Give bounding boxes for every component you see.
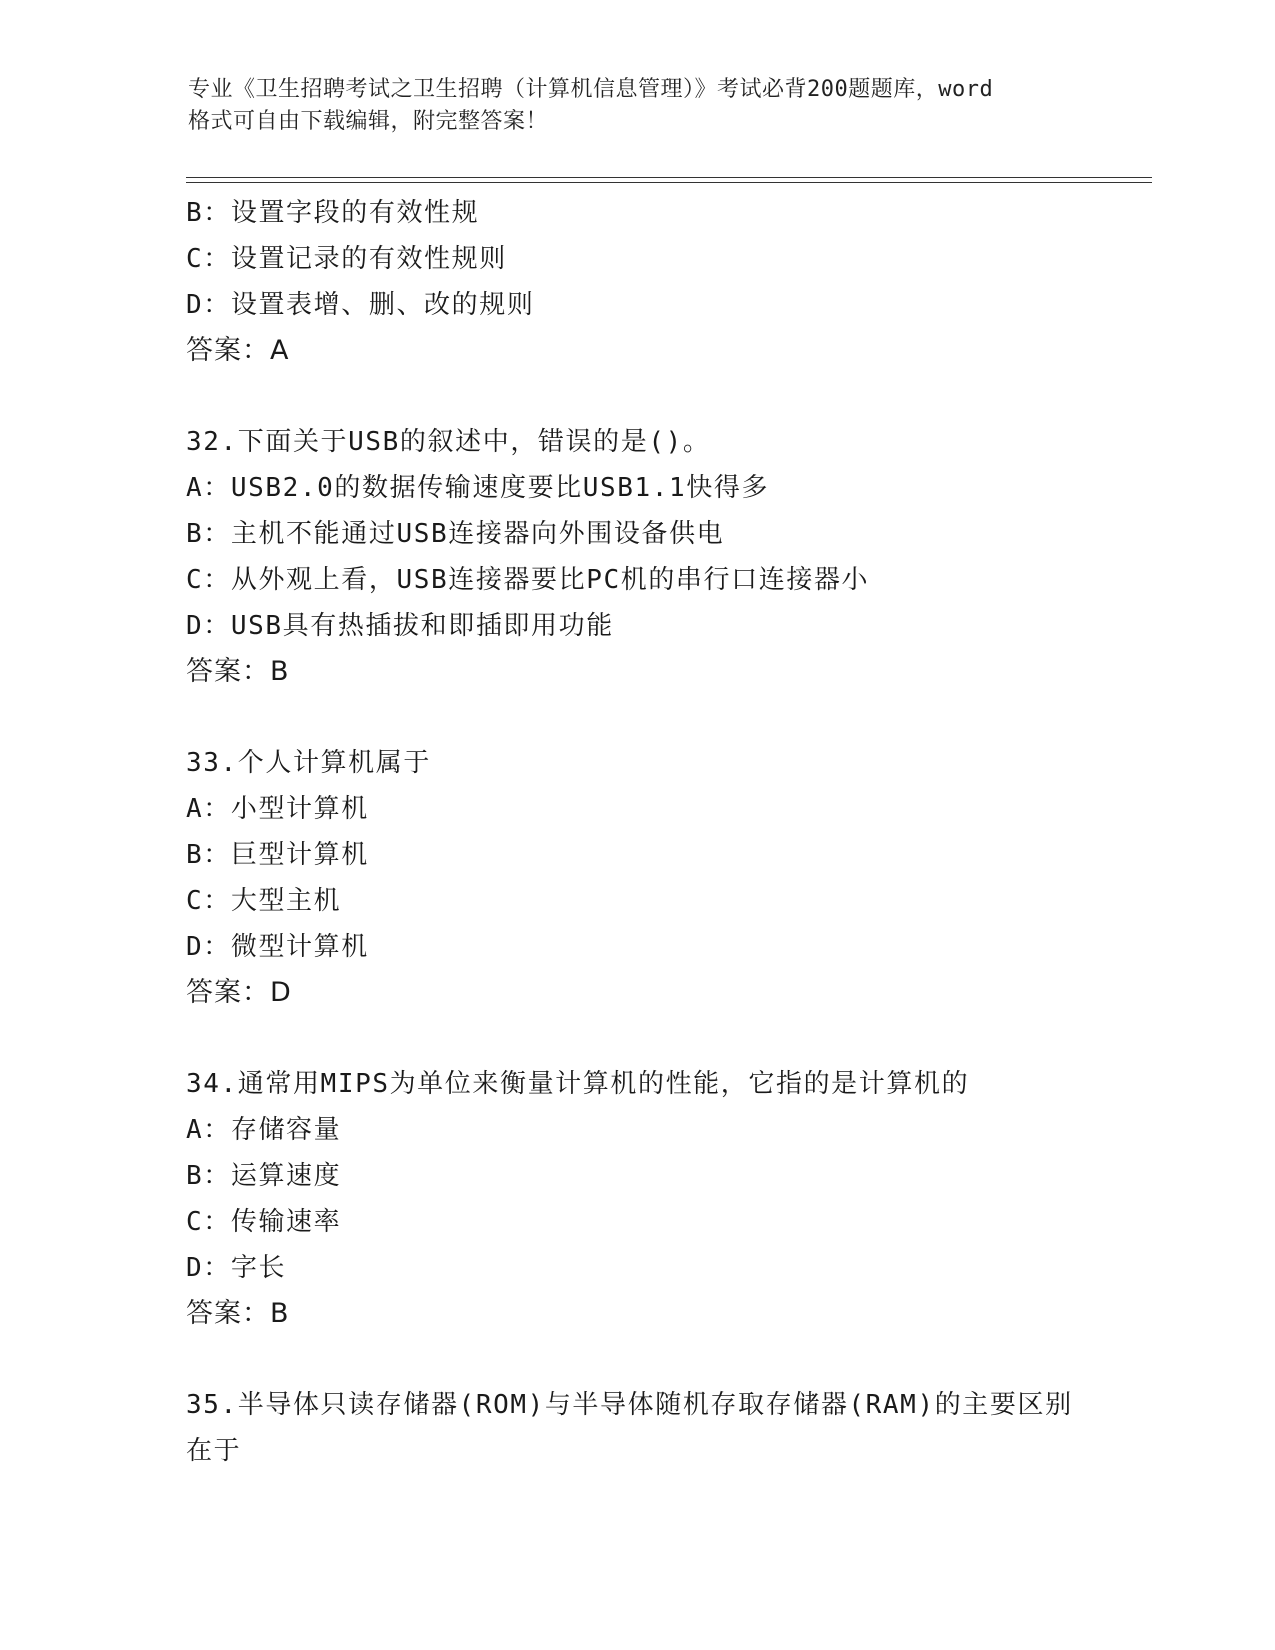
question-34 <box>186 1061 1106 1337</box>
q33-option-b: B：巨型计算机 <box>186 840 369 870</box>
spacer <box>186 374 1106 419</box>
question-33 <box>186 740 1106 1016</box>
q33-option-d: D：微型计算机 <box>186 932 369 962</box>
q32-option-c: C：从外观上看，USB连接器要比PC机的串行口连接器小 <box>186 565 870 595</box>
spacer <box>186 1337 1106 1382</box>
q31-option-b: B：设置字段的有效性规 <box>186 198 480 228</box>
header-divider-bottom <box>186 182 1152 183</box>
q32-option-a: A：USB2.0的数据传输速度要比USB1.1快得多 <box>186 473 770 503</box>
header-divider-top <box>186 177 1152 178</box>
q34-option-d: D：字长 <box>186 1253 287 1283</box>
header-line-2: 格式可自由下载编辑，附完整答案！ <box>188 109 549 134</box>
question-32 <box>186 419 1106 695</box>
spacer <box>186 1016 1106 1061</box>
q34-option-c: C：传输速率 <box>186 1207 342 1237</box>
q33-question: 33.个人计算机属于 <box>186 748 431 778</box>
q33-option-a: A：小型计算机 <box>186 794 369 824</box>
q31-answer: 答案：A <box>186 335 290 366</box>
question-31 <box>186 190 1106 374</box>
q32-option-b: B：主机不能通过USB连接器向外围设备供电 <box>186 519 725 549</box>
q35-question-line-2: 在于 <box>186 1436 242 1466</box>
q34-answer: 答案：B <box>186 1298 290 1329</box>
q31-option-d: D：设置表增、删、改的规则 <box>186 290 535 320</box>
q33-answer: 答案：D <box>186 977 292 1008</box>
q34-option-a: A：存储容量 <box>186 1115 342 1145</box>
q32-option-d: D：USB具有热插拔和即插即用功能 <box>186 611 614 641</box>
q32-answer: 答案：B <box>186 656 290 687</box>
q34-option-b: B：运算速度 <box>186 1161 342 1191</box>
q35-question-line-1: 35.半导体只读存储器(ROM)与半导体随机存取存储器(RAM)的主要区别 <box>186 1390 1073 1420</box>
q34-question: 34.通常用MIPS为单位来衡量计算机的性能，它指的是计算机的 <box>186 1069 970 1099</box>
q32-question: 32.下面关于USB的叙述中，错误的是()。 <box>186 427 711 457</box>
header-line-1: 专业《卫生招聘考试之卫生招聘（计算机信息管理）》考试必背200题题库，word <box>188 77 994 102</box>
q33-option-c: C：大型主机 <box>186 886 342 916</box>
q31-option-c: C：设置记录的有效性规则 <box>186 244 507 274</box>
document-header <box>188 74 1088 138</box>
question-35 <box>186 1382 1106 1474</box>
spacer <box>186 695 1106 740</box>
question-list <box>186 190 1106 1474</box>
